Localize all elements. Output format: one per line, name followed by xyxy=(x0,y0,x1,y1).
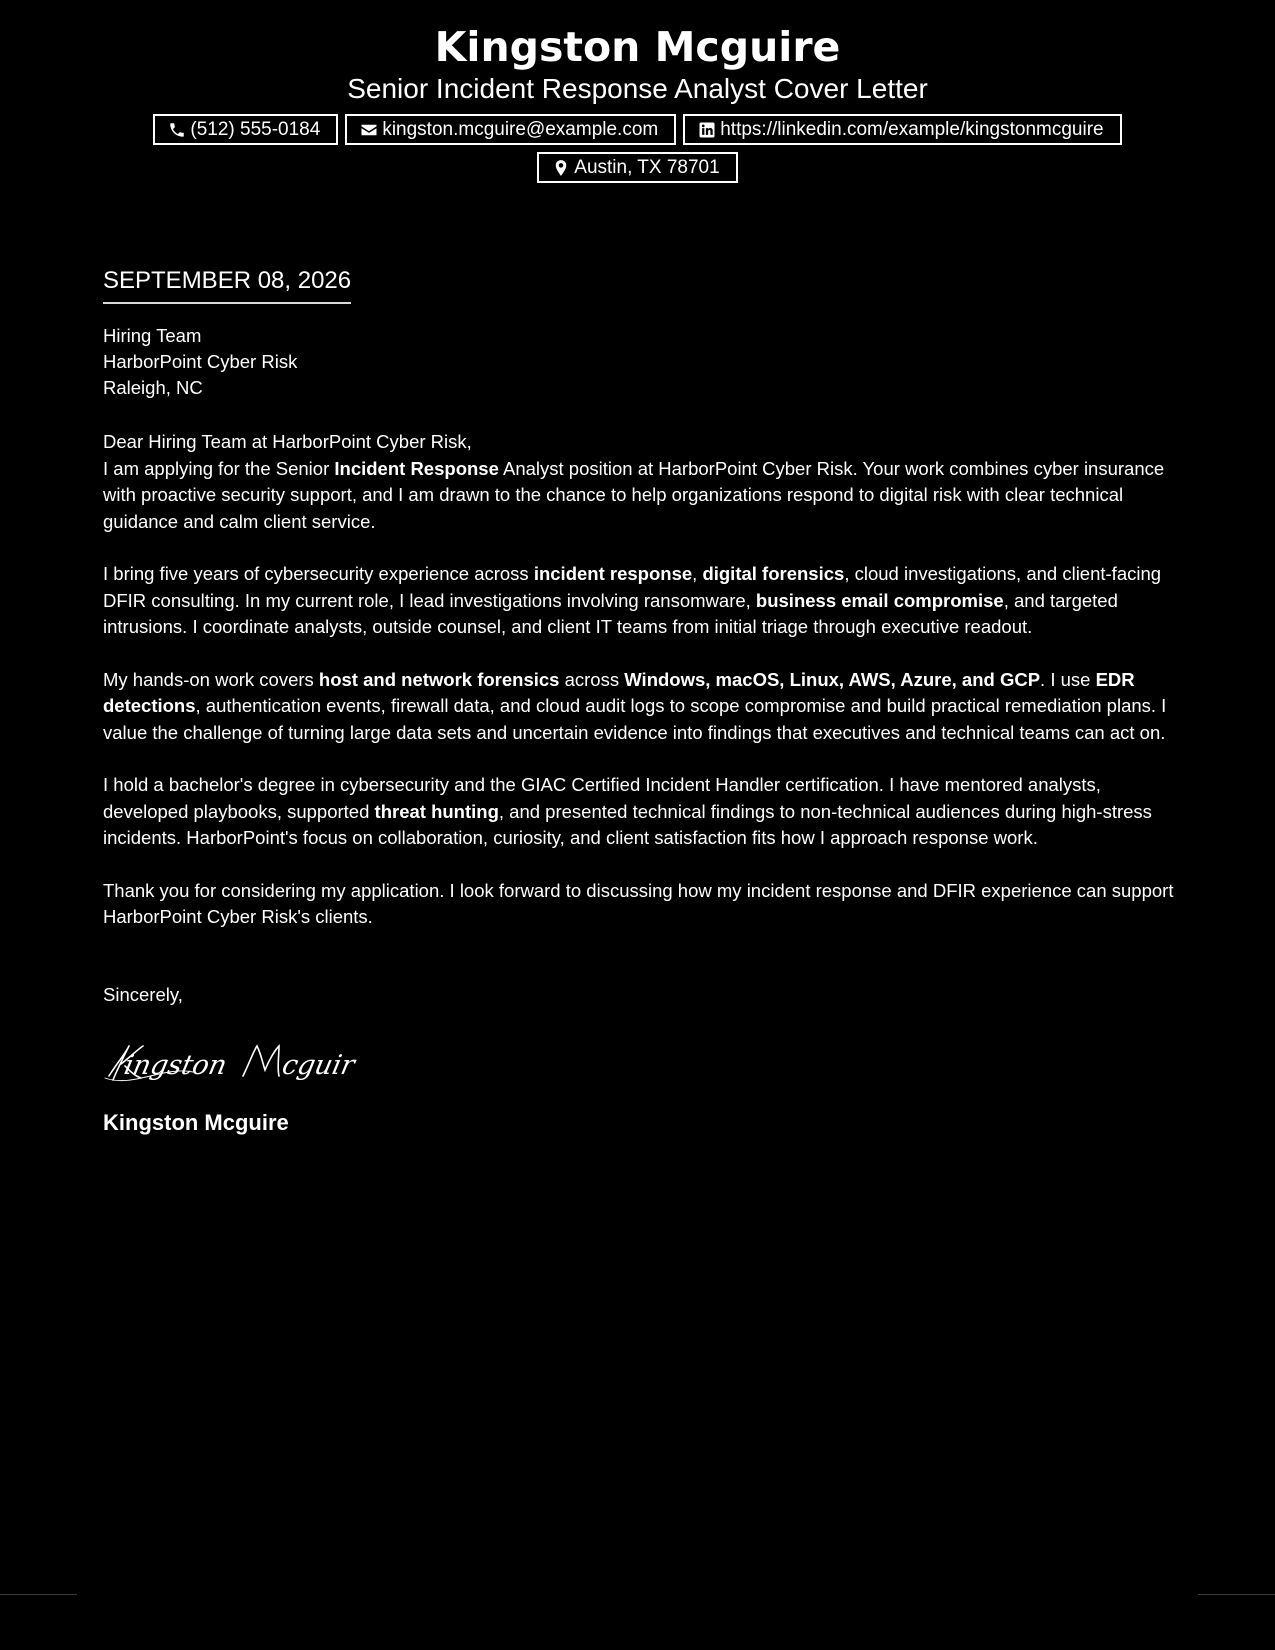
email-text: kingston.mcguire@example.com xyxy=(382,119,659,140)
applicant-name: Kingston Mcguire xyxy=(434,23,841,71)
paragraph-text: , authentication events, firewall data, and cloud audit logs to scope compromise and build practical remediation plans. I value the challenge of turning large data sets and uncertain evidence into findings that executives and technical teams can act on. xyxy=(103,695,1167,743)
phone-chip[interactable] xyxy=(153,114,338,145)
recipient-line: HarborPoint Cyber Risk xyxy=(103,351,298,372)
document-subtitle: Senior Incident Response Analyst Cover Letter xyxy=(347,73,928,104)
paragraph-text: I hold a bachelor's degree in cybersecurity and the GIAC Certified Incident Handler certification. I have mentored analysts, developed playbooks, supported xyxy=(103,774,1101,822)
linkedin-icon xyxy=(698,121,716,139)
phone-icon xyxy=(168,121,186,139)
body-paragraph xyxy=(103,772,1178,852)
emphasis-text: threat hunting xyxy=(374,800,499,822)
svg-text:ingston: ingston xyxy=(121,1050,230,1081)
map-marker-icon xyxy=(552,159,570,177)
linkedin-chip[interactable] xyxy=(683,114,1121,145)
paragraph-text: I am applying for the Senior xyxy=(103,457,335,479)
paragraph-text: , and presented technical findings to non-technical audiences during high-stress incidents. HarborPoint's focus on collaboration, curiosity, and client satisfaction fits how I approach response work. xyxy=(103,800,1152,848)
paragraph-text: I bring five years of cybersecurity experience across xyxy=(103,563,534,584)
letter-paragraphs xyxy=(103,456,1178,931)
emphasis-text: incident response xyxy=(533,563,693,584)
paragraph-text: , cloud investigations, and client-facing DFIR consulting. In my current role, I lead investigations involving ransomware, xyxy=(103,563,1162,611)
svg-text:cguir: cguir xyxy=(279,1050,358,1081)
email-chip[interactable] xyxy=(345,114,676,145)
emphasis-text: digital forensics xyxy=(702,563,845,584)
signer-name: Kingston Mcguire xyxy=(103,1109,289,1135)
closing: Sincerely, xyxy=(103,983,183,1005)
recipient-line: Raleigh, NC xyxy=(103,377,203,398)
contact-row-location xyxy=(0,152,1275,183)
emphasis-text: host and network forensics xyxy=(318,668,560,690)
footer-rule-left xyxy=(0,1594,77,1595)
paragraph-text: across xyxy=(559,668,625,690)
paragraph-text: Thank you for considering my application. I look forward to discussing how my incident response and DFIR experience can support HarborPoint Cyber Risk's clients. xyxy=(103,879,1174,927)
letter-header xyxy=(0,22,1275,183)
location-text: Austin, TX 78701 xyxy=(574,157,720,178)
letter-body xyxy=(103,266,1178,1138)
body-paragraph xyxy=(103,561,1178,641)
body-paragraph xyxy=(103,456,1178,536)
paragraph-text: My hands-on work covers xyxy=(103,668,319,690)
paragraph-text: , xyxy=(692,563,703,584)
paragraph-text: , and targeted intrusions. I coordinate analysts, outside counsel, and client IT teams from initial triage through executive readout. xyxy=(103,589,1118,637)
linkedin-text: https://linkedin.com/example/kingstonmcguire xyxy=(720,119,1104,140)
recipient-block xyxy=(103,323,1178,401)
paragraph-text: . I use xyxy=(1040,668,1096,690)
paragraph-text: Analyst position at HarborPoint Cyber Risk. Your work combines cyber insurance with proactive security support, and I am drawn to the chance to help organizations respond to digital risk with clear technical guidance and calm client service. xyxy=(103,457,1165,532)
signature xyxy=(103,1036,373,1088)
letter-date: SEPTEMBER 08, 2026 xyxy=(103,266,351,304)
location-chip xyxy=(537,152,737,183)
body-paragraph xyxy=(103,667,1178,747)
body-paragraph xyxy=(103,878,1178,931)
contact-row xyxy=(0,114,1275,145)
salutation: Dear Hiring Team at HarborPoint Cyber Risk, xyxy=(103,431,472,452)
emphasis-text: business email compromise xyxy=(755,589,1004,611)
recipient-line: Hiring Team xyxy=(103,325,202,346)
footer-rule-right xyxy=(1198,1594,1275,1595)
envelope-icon xyxy=(360,121,378,139)
emphasis-text: Windows, macOS, Linux, AWS, Azure, and GCP xyxy=(624,668,1041,690)
emphasis-text: Incident Response xyxy=(334,457,499,479)
phone-text: (512) 555-0184 xyxy=(190,119,321,140)
emphasis-text: EDR detections xyxy=(103,668,1135,716)
